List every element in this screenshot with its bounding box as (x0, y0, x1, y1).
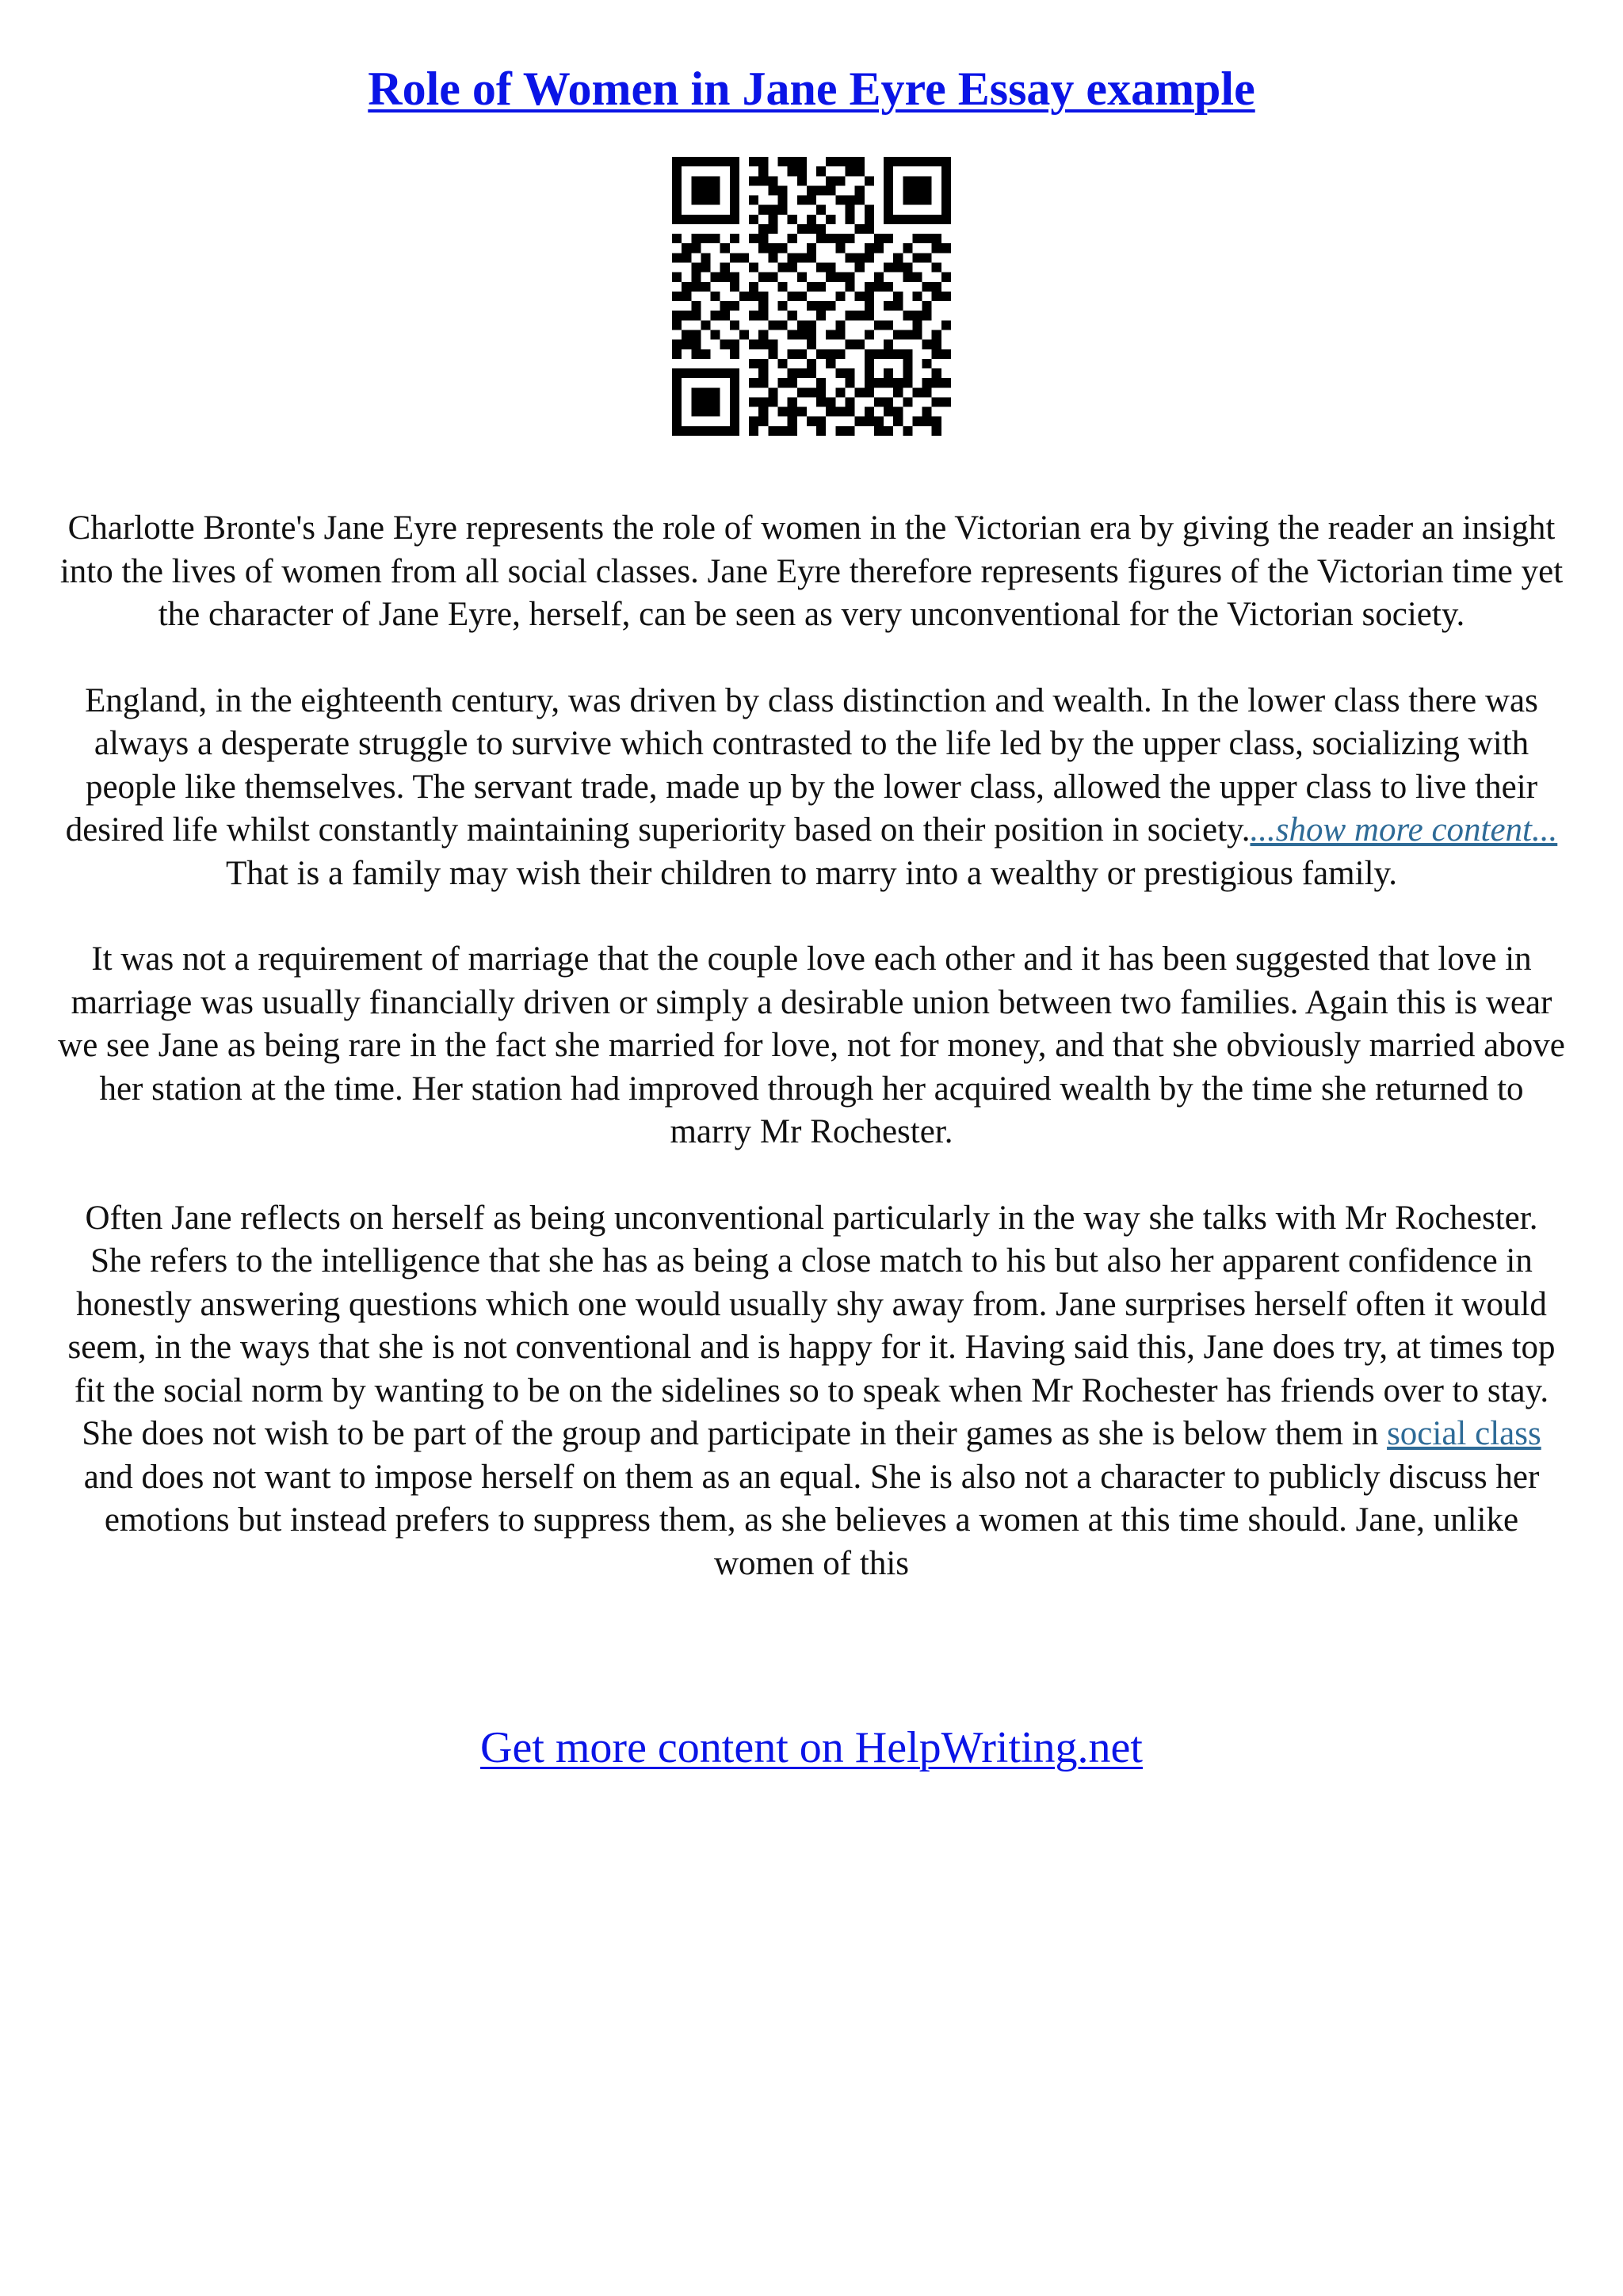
show-more-link[interactable]: ...show more content... (1250, 811, 1558, 849)
document-title (0, 57, 1623, 120)
footer (0, 1719, 1623, 1776)
title-link[interactable]: Role of Women in Jane Eyre Essay example (368, 63, 1255, 115)
paragraph-marriage: It was not a requirement of marriage that the couple love each other and it has been suggested that love in marriage was usually financially driven or simply a desirable union between two families. Again this is wear we see Jane as being rare in the fact she married for love, not for money, and that she obviously married above her station at the time. Her station had improved through her acquired wealth by the time she returned to marry Mr Rochester. (58, 940, 1565, 1150)
paragraph-class-text: England, in the eighteenth century, was driven by class distinction and wealth. In the lower class there was always a desperate struggle to survive which contrasted to the life led by the upper class, socializing with people like themselves. The servant trade, made up by the lower class, allowed the upper class to live their desired life whilst constantly maintaining superiority based on their position in society. (65, 681, 1538, 849)
paragraph-intro: Charlotte Bronte's Jane Eyre represents the role of women in the Victorian era by giving the reader an insight into the lives of women from all social classes. Jane Eyre therefore represents figures of the Victorian time yet the character of Jane Eyre, herself, can be seen as very unconventional for the Victorian society. (59, 509, 1564, 633)
paragraph-continuation: That is a family may wish their children to marry into a wealthy or prestigious family. (226, 854, 1397, 892)
paragraph-unconventional-text-a: Often Jane reflects on herself as being unconventional particularly in the way she talks with Mr Rochester. She refers to the intelligence that she has as being a close match to his but also her apparent confidence in honestly answering questions which one would usually shy away from. Jane surprises herself often it would seem, in the ways that she is not conventional and is happy for it. Having said this, Jane does try, at times top fit the social norm by wanting to be on the sidelines so to speak when Mr Rochester has friends over to stay. She does not wish to be part of the group and participate in their games as she is below them in (67, 1199, 1556, 1452)
essay-body (55, 507, 1568, 1628)
paragraph-unconventional-text-b: and does not want to impose herself on them as an equal. She is also not a character to publicly discuss her emotions but instead prefers to suppress them, as she believes a women at this time should. Jane, unlike women of this (83, 1458, 1540, 1582)
paragraph-class (55, 680, 1568, 852)
paragraph-unconventional (55, 1197, 1568, 1586)
qr-code-icon (672, 157, 951, 436)
social-class-link[interactable]: social class (1387, 1415, 1541, 1452)
helpwriting-link[interactable]: Get more content on HelpWriting.net (480, 1723, 1143, 1772)
